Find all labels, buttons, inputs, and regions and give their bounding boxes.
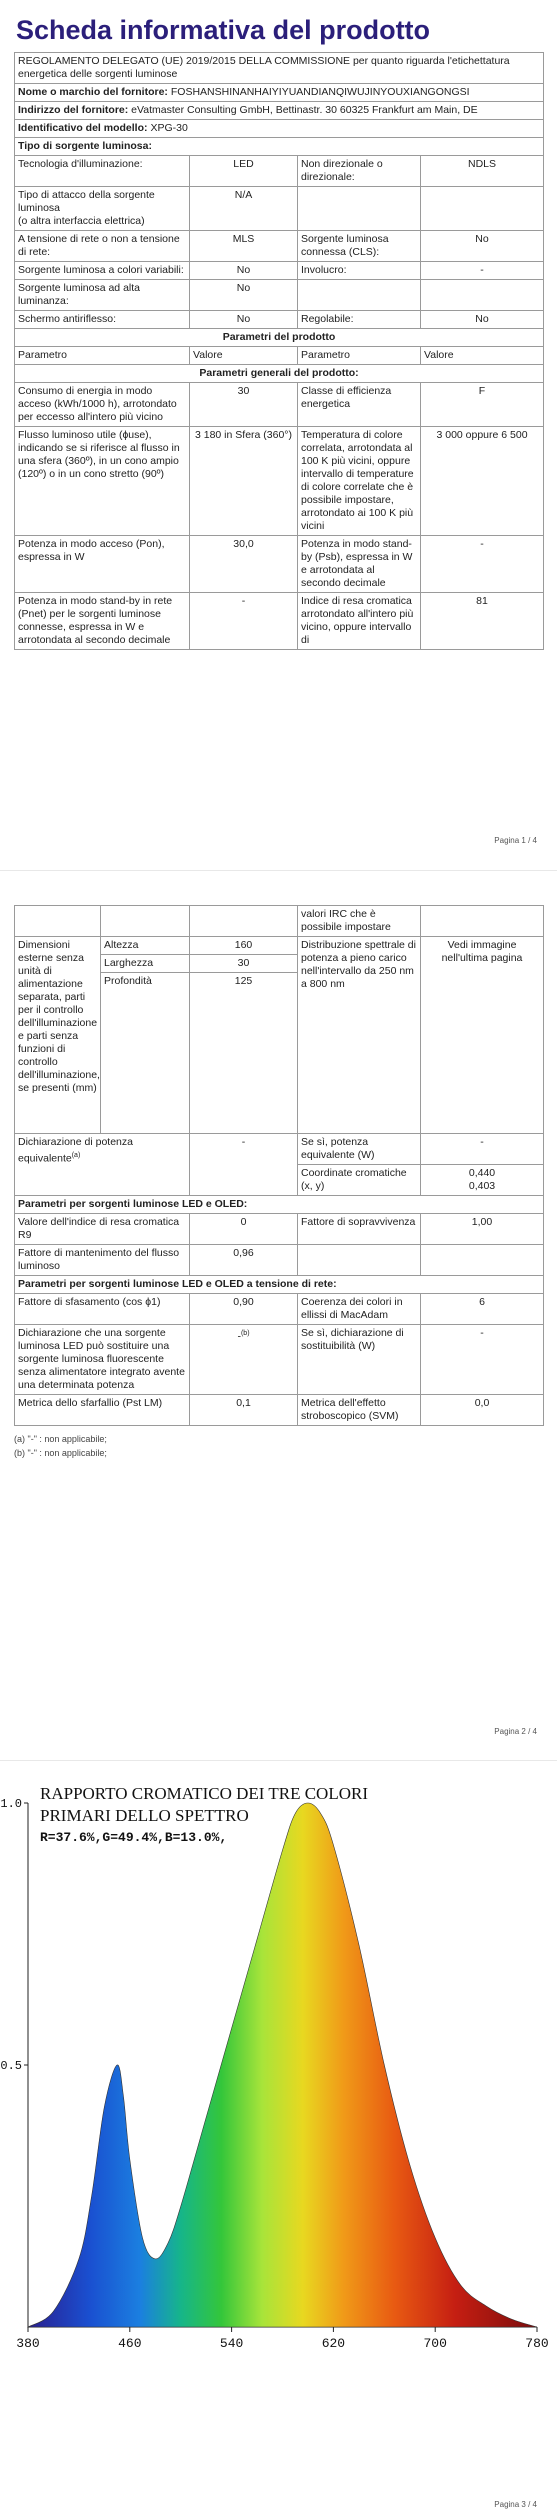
params-header: Parametri del prodotto	[15, 329, 544, 347]
x-tick-label: 780	[525, 2336, 549, 2351]
table-row: Potenza in modo stand-by in rete (Pnet) per le sorgenti luminose connesse, espressa in W e arrotondata al secondo decimale - Indice di resa cromatica arrotondato all'intero più vicino, oppure intervallo di 81	[15, 593, 544, 650]
table-row: Flusso luminoso utile (ɸuse), indicando se si riferisce al flusso in una sfera (360º), in un cono ampio (120º) o in un cono stretto (90º) 3 180 in Sfera (360°) Temperatura di colore correlata, arrotondata al 100 K più vicini, oppure intervallo di temperature di colore correlate che è possibile impostare, arrotondato ai 100 K più vicini 3 000 oppure 6 500	[15, 427, 544, 536]
y-tick-label: 0.5	[0, 2059, 22, 2073]
spectrum-area	[28, 1803, 537, 2327]
table-row: Valore dell'indice di resa cromatica R9 0 Fattore di sopravvivenza 1,00	[15, 1214, 544, 1245]
page-number: Pagina 1 / 4	[494, 836, 537, 845]
type-row: Tipo di sorgente luminosa:	[15, 138, 544, 156]
table-row: Consumo di energia in modo acceso (kWh/1000 h), arrotondato per eccesso all'intero più vicino 30 Classe di efficienza energetica F	[15, 383, 544, 427]
spectrum-chart	[0, 1775, 557, 2475]
product-info-table-continued	[14, 905, 544, 1426]
model-row: Identificativo del modello: XPG-30	[15, 120, 544, 138]
supplier-row: Nome o marchio del fornitore: FOSHANSHINANHAIYIYUANDIANQIWUJINYOUXIANGONGSI	[15, 84, 544, 102]
table-row: Dimensioni esterne senza unità di alimentazione separata, parti per il controllo dell'illuminazione e parti senza funzioni di controllo dell'illuminazione, se presenti (mm) Altezza 160 Distribuzione spettrale di potenza a pieno carico nell'intervallo da 250 nm a 800 nm Vedi immagine nell'ultima pagina	[15, 937, 544, 955]
table-header-row: Parametro Valore Parametro Valore	[15, 347, 544, 365]
dimensions-label: Dimensioni esterne senza unità di alimentazione separata, parti per il controllo dell'illuminazione e parti senza funzioni di controllo dell'illuminazione, se presenti (mm)	[15, 937, 101, 1134]
footnote-b: (b) "-" : non applicabile;	[14, 1448, 107, 1458]
table-row: Larghezza 30	[15, 955, 544, 973]
table-row: A tensione di rete o non a tensione di rete: MLS Sorgente luminosa connessa (CLS): No	[15, 231, 544, 262]
table-row: Sorgente luminosa ad alta luminanza: No	[15, 280, 544, 311]
table-row: Potenza in modo acceso (Pon), espressa in W 30,0 Potenza in modo stand-by (Psb), espressa in W e arrotondata al secondo decimale -	[15, 536, 544, 593]
footnote-a: (a) "-" : non applicabile;	[14, 1434, 107, 1444]
page-divider	[0, 1760, 557, 1761]
chart-title-line2: PRIMARI DELLO SPETTRO	[40, 1806, 249, 1825]
table-row: Coordinate cromatiche (x, y) 0,440 0,403	[15, 1165, 544, 1196]
y-tick-label: 1.0	[0, 1797, 22, 1811]
table-row: Metrica dello sfarfallio (Pst LM) 0,1 Metrica dell'effetto stroboscopico (SVM) 0,0	[15, 1395, 544, 1426]
general-params-header: Parametri generali del prodotto:	[15, 365, 544, 383]
table-row: Fattore di mantenimento del flusso luminoso 0,96	[15, 1245, 544, 1276]
page-title: Scheda informativa del prodotto	[16, 15, 431, 45]
table-row: Schermo antiriflesso: No Regolabile: No	[15, 311, 544, 329]
table-row: Dichiarazione di potenza equivalente$^{(a)}$ - Se sì, potenza equivalente (W) -	[15, 1134, 544, 1165]
x-tick-label: 620	[321, 2336, 346, 2351]
page-divider	[0, 870, 557, 871]
page-1	[14, 14, 543, 650]
table-row: Profondità 125	[15, 973, 544, 1134]
led-params-header: Parametri per sorgenti luminose LED e OLED:	[15, 1196, 544, 1214]
x-tick-label: 380	[16, 2336, 40, 2351]
mains-params-header: Parametri per sorgenti luminose LED e OLED a tensione di rete:	[15, 1276, 544, 1294]
address-row: Indirizzo del fornitore: eVatmaster Consulting GmbH, Bettinastr. 30 60325 Frankfurt am Main, DE	[15, 102, 544, 120]
table-row: Dichiarazione che una sorgente luminosa LED può sostituire una sorgente luminosa fluorescente senza alimentatore integrato avente una determinata potenza -$^{(b)}$ Se sì, dichiarazione di sostituibilità (W) -	[15, 1325, 544, 1395]
table-row: Fattore di sfasamento (cos ϕ1) 0,90 Coerenza dei colori in ellissi di MacAdam 6	[15, 1294, 544, 1325]
page-number: Pagina 2 / 4	[494, 1727, 537, 1736]
spectrum-svg	[0, 1775, 557, 2475]
chart-subtitle: R=37.6%,G=49.4%,B=13.0%,	[40, 1830, 228, 1845]
page-2	[14, 905, 543, 1460]
chart-title-line1: RAPPORTO CROMATICO DEI TRE COLORI	[40, 1784, 368, 1803]
product-info-table	[14, 52, 544, 650]
table-row: Sorgente luminosa a colori variabili: No Involucro: -	[15, 262, 544, 280]
regulation-text: REGOLAMENTO DELEGATO (UE) 2019/2015 DELLA COMMISSIONE per quanto riguarda l'etichettatura energetica delle sorgenti luminose	[15, 53, 544, 84]
table-row: valori IRC che è possibile impostare	[15, 906, 544, 937]
x-tick-label: 460	[118, 2336, 142, 2351]
table-row: Tecnologia d'illuminazione: LED Non direzionale o direzionale: NDLS	[15, 156, 544, 187]
table-row: Tipo di attacco della sorgente luminosa (o altra interfaccia elettrica) N/A	[15, 187, 544, 231]
x-tick-label: 540	[219, 2336, 244, 2351]
page-number: Pagina 3 / 4	[494, 2500, 537, 2509]
x-tick-label: 700	[423, 2336, 447, 2351]
